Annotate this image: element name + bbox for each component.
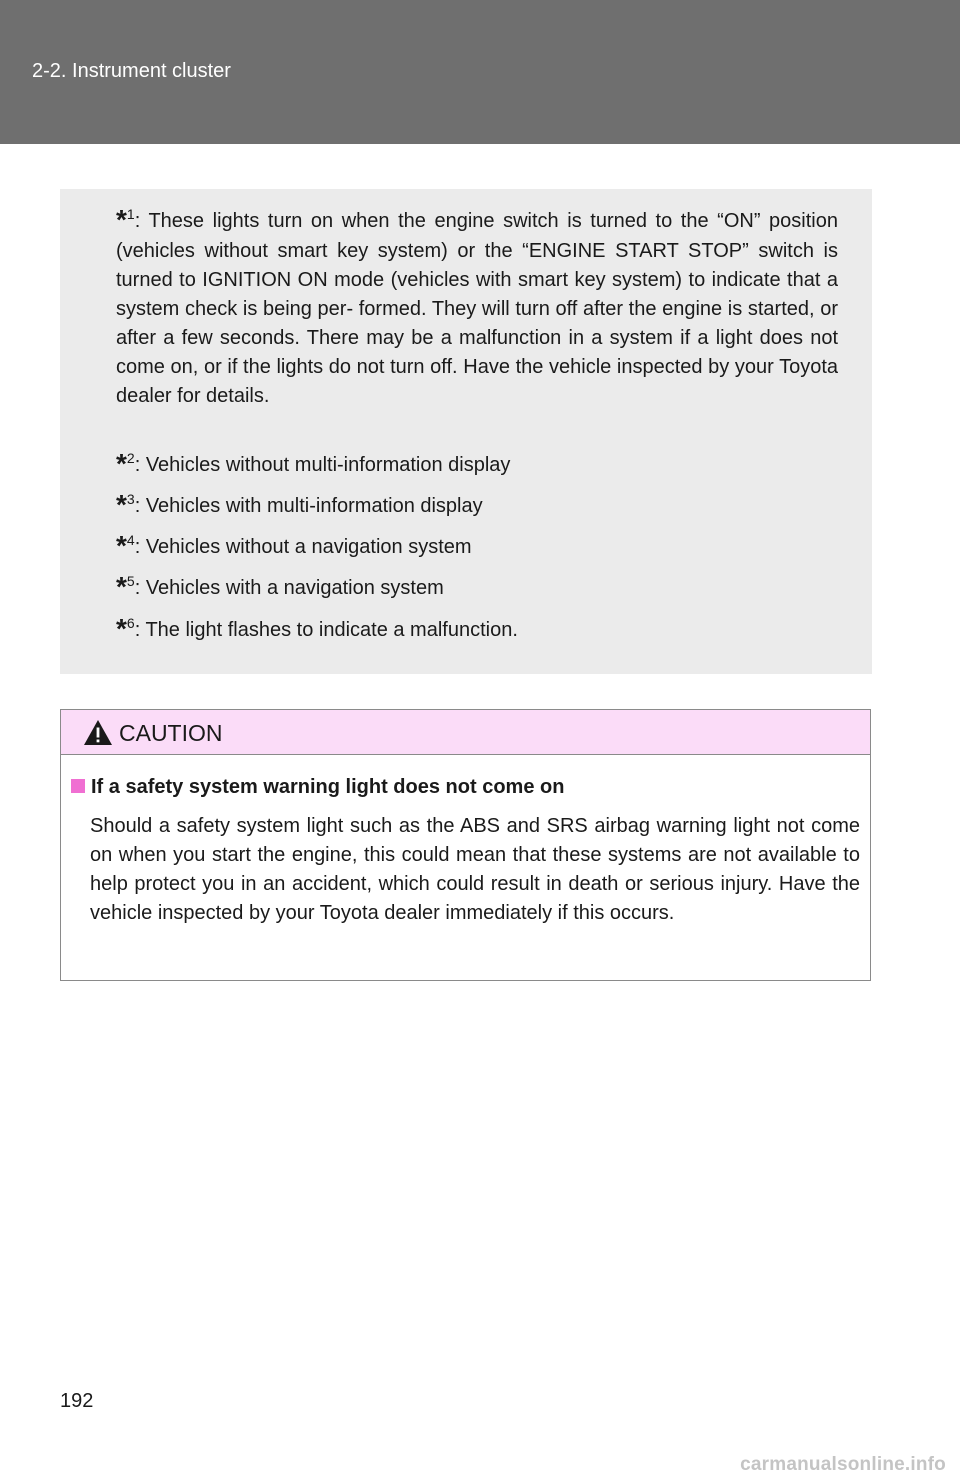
footnote-text: : Vehicles without a navigation system <box>134 536 472 558</box>
footnote-text: : Vehicles with a navigation system <box>134 577 444 599</box>
caution-heading-text: If a safety system warning light does not come on <box>91 776 565 798</box>
footnote-text: : The light flashes to indicate a malfunction. <box>134 619 518 641</box>
asterisk-mark: * <box>116 489 127 520</box>
footnote-6 <box>116 612 838 646</box>
asterisk-mark: * <box>116 571 127 602</box>
warning-triangle-icon <box>83 719 113 746</box>
page-number: 192 <box>60 1390 94 1412</box>
asterisk-mark: * <box>116 204 127 235</box>
footnote-number: 2 <box>126 450 135 466</box>
footnote-number: 1 <box>126 206 135 222</box>
footnote-4 <box>116 529 838 563</box>
square-bullet-icon <box>71 779 85 793</box>
asterisk-mark: * <box>116 613 127 644</box>
footnote-number: 4 <box>126 532 135 548</box>
footnote-number: 3 <box>126 491 135 507</box>
footnote-text: : Vehicles with multi-information display <box>134 495 483 517</box>
footnote-3 <box>116 488 838 522</box>
footnote-5 <box>116 570 838 604</box>
caution-body: Should a safety system light such as the ABS and SRS airbag warning light not come on when you start the engine, this could mean that these systems are not available to help protect you in an accident, which could result in death or serious injury. Have the vehicle inspected by your Toyota dealer immediately if this occurs. <box>90 815 860 924</box>
caution-heading <box>71 776 564 799</box>
caution-box <box>60 709 871 981</box>
caution-header <box>61 710 870 755</box>
footnote-text: : Vehicles without multi-information display <box>134 454 511 476</box>
asterisk-mark: * <box>116 448 127 479</box>
footnote-number: 6 <box>126 615 135 631</box>
caution-title: CAUTION <box>119 720 223 746</box>
footnote-number: 5 <box>126 573 135 589</box>
watermark: carmanualsonline.info <box>740 1454 946 1475</box>
section-title: 2-2. Instrument cluster <box>32 60 231 82</box>
page-header <box>0 0 960 144</box>
footnote-text: : These lights turn on when the engine switch is turned to the “ON” position (vehicles without smart key system) or the “ENGINE START STOP” switch is turned to IGNITION ON mode (vehicles with smart key system) to indicate that a system check is being per- formed. They will turn off after the engine is started, or after a few seconds. There may be a malfunction in a system if a light does not come on, or if the lights do not turn off. Have the vehicle inspected by your Toyota dealer for details. <box>116 210 838 407</box>
footnote-2 <box>116 447 838 481</box>
asterisk-mark: * <box>116 530 127 561</box>
footnote-1 <box>116 203 838 411</box>
footnotes-box <box>60 189 872 674</box>
